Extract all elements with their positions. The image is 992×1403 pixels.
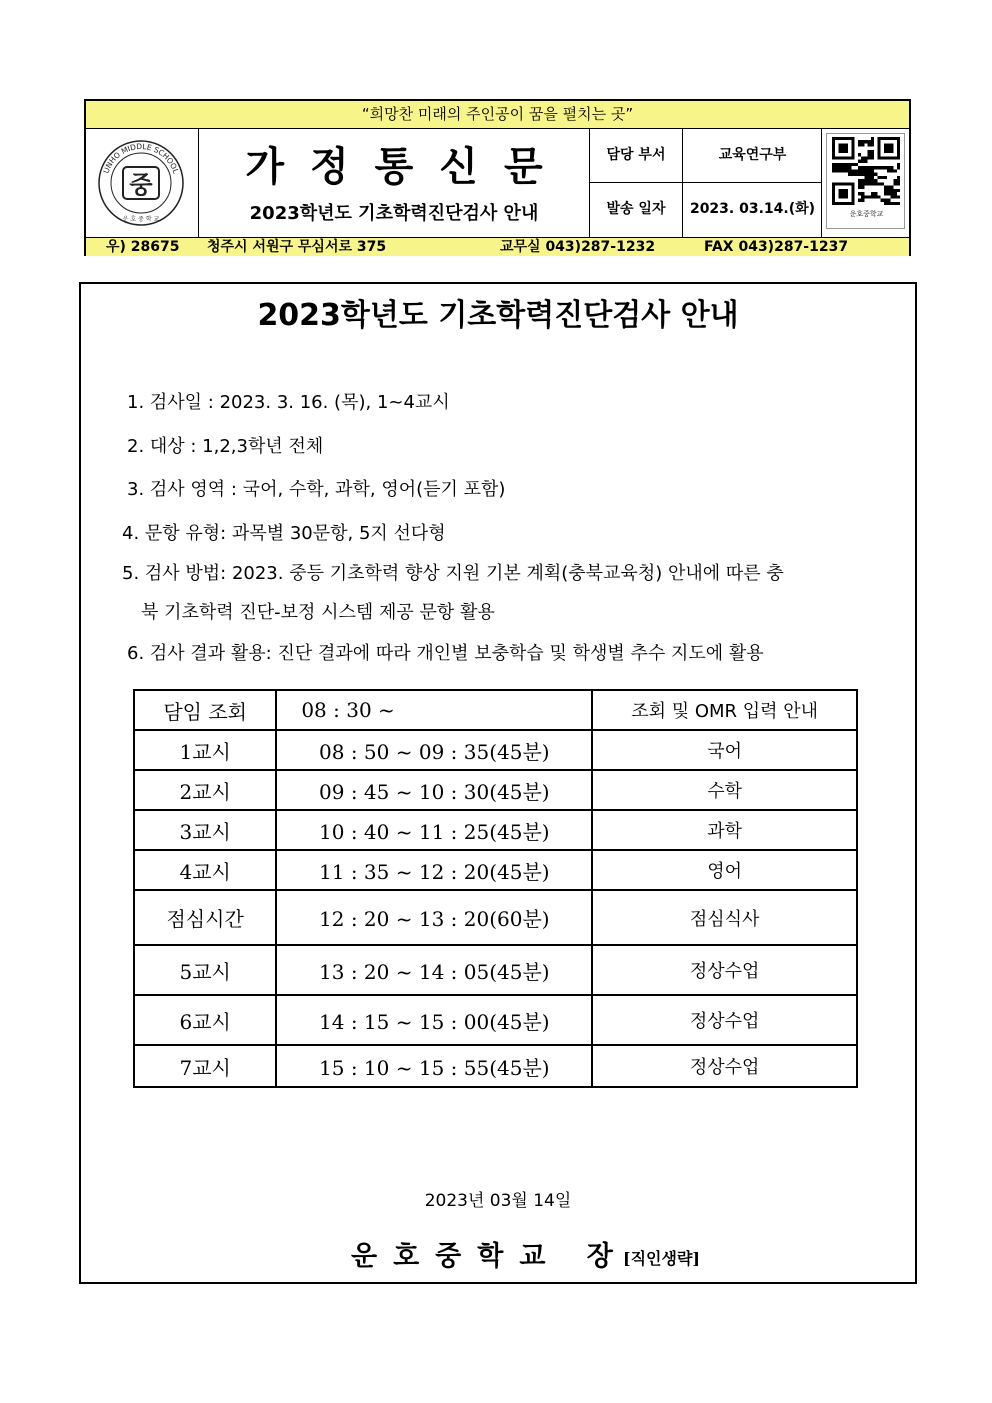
notice-item-2: 2. 대상 : 1,2,3학년 전체	[127, 436, 324, 457]
schedule-row	[134, 995, 857, 1045]
notice-item-5-cont: 북 기초학력 진단-보정 시스템 제공 문항 활용	[141, 602, 495, 623]
notice-title: 2023학년도 기초학력진단검사 안내	[257, 298, 739, 333]
schedule-content: 수학	[592, 770, 857, 810]
schedule-time: 11 : 35 ~ 12 : 20(45분)	[276, 850, 592, 890]
schedule-period: 점심시간	[134, 890, 276, 945]
principal-signature: 운호중학교 장	[351, 1241, 629, 1272]
schedule-table	[133, 689, 858, 1088]
schedule-content: 과학	[592, 810, 857, 850]
schedule-period: 4교시	[134, 850, 276, 890]
dept-label: 담당 부서	[590, 129, 683, 183]
title-cell	[199, 129, 590, 237]
date-label: 발송 일자	[590, 183, 683, 237]
emblem-ring-text: UNHO MIDDLE SCHOOL	[101, 141, 181, 175]
schedule-row	[134, 890, 857, 945]
qr-code-icon[interactable]	[832, 137, 900, 205]
qr-caption: 운호중학교	[849, 210, 884, 218]
emblem-char: 중	[129, 171, 153, 199]
schedule-time: 10 : 40 ~ 11 : 25(45분)	[276, 810, 592, 850]
notice-item-1: 1. 검사일 : 2023. 3. 16. (목), 1~4교시	[127, 392, 450, 413]
schedule-content: 정상수업	[592, 1045, 857, 1087]
schedule-period: 5교시	[134, 945, 276, 995]
schedule-time: 14 : 15 ~ 15 : 00(45분)	[276, 995, 592, 1045]
notice-item-4: 4. 문항 유형: 과목별 30문항, 5지 선다형	[122, 523, 446, 544]
schedule-period: 2교시	[134, 770, 276, 810]
schedule-time: 08 : 50 ~ 09 : 35(45분)	[276, 730, 592, 770]
emblem-bottom-text: 운 호 중 학 교	[122, 216, 160, 223]
schedule-row	[134, 945, 857, 995]
header-row	[86, 129, 909, 237]
newsletter-title: 가정통신문	[245, 143, 569, 190]
schedule-period: 6교시	[134, 995, 276, 1045]
schedule-row	[134, 690, 857, 730]
schedule-period: 1교시	[134, 730, 276, 770]
school-emblem-icon	[97, 139, 185, 227]
schedule-content: 영어	[592, 850, 857, 890]
address-bar	[86, 237, 909, 256]
school-slogan: “희망찬 미래의 주인공이 꿈을 펼치는 곳”	[86, 101, 909, 129]
meta-cell	[590, 129, 822, 237]
schedule-period: 3교시	[134, 810, 276, 850]
fax-number: FAX 043)287-1237	[704, 239, 849, 255]
schedule-time: 13 : 20 ~ 14 : 05(45분)	[276, 945, 592, 995]
schedule-content: 국어	[592, 730, 857, 770]
street-address: 청주시 서원구 무심서로 375	[207, 239, 387, 255]
schedule-row	[134, 730, 857, 770]
schedule-content: 정상수업	[592, 945, 857, 995]
dept-value: 교육연구부	[683, 129, 822, 183]
qr-cell	[822, 129, 911, 237]
notice-body	[79, 282, 917, 1284]
schedule-time: 15 : 10 ~ 15 : 55(45분)	[276, 1045, 592, 1087]
schedule-time: 12 : 20 ~ 13 : 20(60분)	[276, 890, 592, 945]
schedule-time: 09 : 45 ~ 10 : 30(45분)	[276, 770, 592, 810]
logo-cell	[86, 129, 199, 237]
schedule-content: 점심식사	[592, 890, 857, 945]
seal-omitted-note: [직인생략]	[623, 1249, 700, 1268]
schedule-row	[134, 850, 857, 890]
issue-date: 2023년 03월 14일	[424, 1191, 572, 1211]
schedule-content: 정상수업	[592, 995, 857, 1045]
letter-header	[84, 99, 911, 256]
date-value: 2023. 03.14.(화)	[689, 201, 816, 217]
schedule-row	[134, 810, 857, 850]
schedule-content: 조회 및 OMR 입력 안내	[592, 690, 857, 730]
schedule-period: 7교시	[134, 1045, 276, 1087]
schedule-row	[134, 1045, 857, 1087]
zip-code: 우) 28675	[106, 239, 180, 255]
office-phone: 교무실 043)287-1232	[500, 239, 656, 255]
newsletter-subtitle: 2023학년도 기초학력진단검사 안내	[249, 203, 539, 224]
schedule-period: 담임 조회	[134, 690, 276, 730]
schedule-row	[134, 770, 857, 810]
notice-item-5: 5. 검사 방법: 2023. 중등 기초학력 향상 지원 기본 계획(충북교육청) 안내에 따른 충	[122, 563, 784, 584]
notice-item-6: 6. 검사 결과 활용: 진단 결과에 따라 개인별 보충학습 및 학생별 추수 지도에 활용	[127, 643, 764, 664]
schedule-time: 08 : 30 ~	[276, 690, 592, 730]
notice-item-3: 3. 검사 영역 : 국어, 수학, 과학, 영어(듣기 포함)	[127, 479, 506, 500]
